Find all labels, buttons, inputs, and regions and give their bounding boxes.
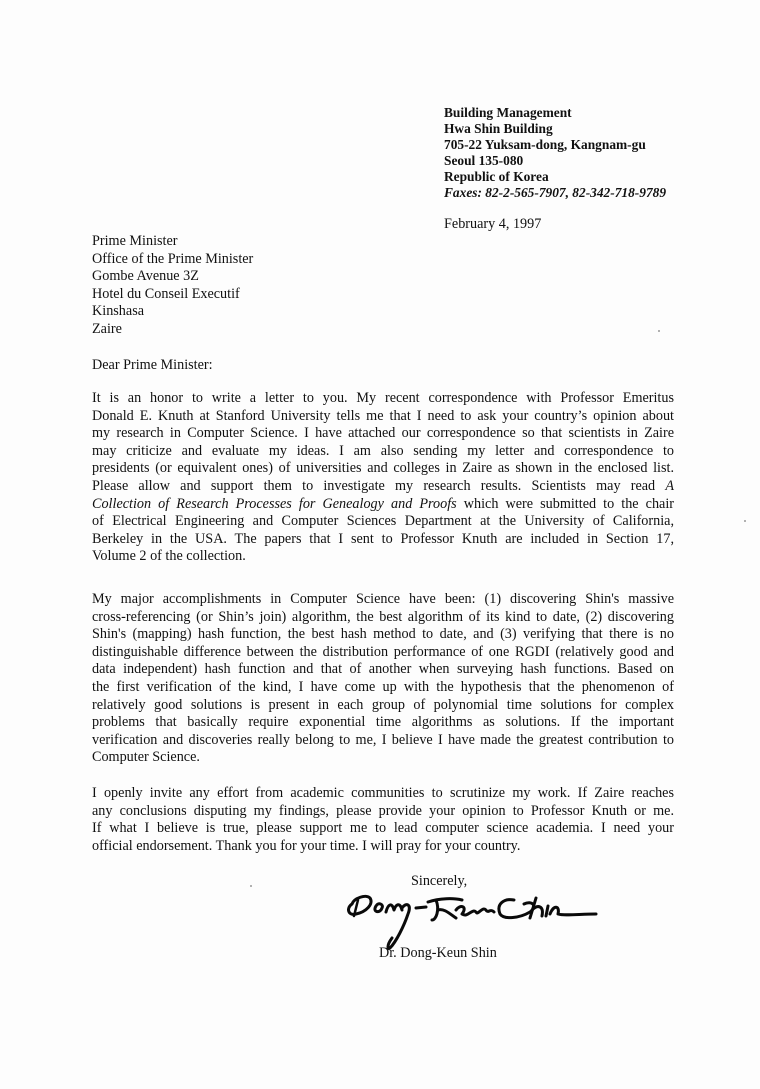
recipient-line: Gombe Avenue 3Z: [92, 268, 199, 285]
text-line: distinguishable difference between the distribution performance of one RGDI (relatively good and: [92, 643, 674, 660]
text-line: of Electrical Engineering and Computer Sciences Department at the University of California,: [92, 513, 674, 530]
text-line: presidents (or equivalent ones) of universities and colleges in Zaire as shown in the enclosed list.: [92, 460, 674, 477]
signature-icon: [344, 890, 604, 952]
body-paragraph-1: [92, 390, 674, 566]
book-title: Collection of Research Processes for Genealogy and Proofs: [92, 495, 457, 512]
text-line: my research in Computer Science. I have attached our correspondence so that scientists in Zaire: [92, 425, 674, 442]
recipient-line: Prime Minister: [92, 233, 178, 249]
text-line: Volume 2 of the collection.: [92, 548, 246, 565]
sender-line: Hwa Shin Building: [444, 121, 553, 136]
text-line: Donald E. Knuth at Stanford University tells me that I need to ask your country’s opinion about: [92, 407, 674, 424]
text-line: I openly invite any effort from academic communities to scrutinize my work. If Zaire reaches: [92, 785, 674, 801]
text-line: cross-referencing (or Shin’s join) algorithm, the best algorithm of its kind to date, (2) discovering: [92, 608, 674, 625]
letter-date: February 4, 1997: [444, 216, 542, 232]
recipient-line: Office of the Prime Minister: [92, 250, 254, 267]
text-line: It is an honor to write a letter to you. My recent correspondence with Professor Emeritus: [92, 390, 674, 406]
text-line: problems that basically require exponential time algorithms as solutions. If the important: [92, 714, 674, 731]
recipient-line: Zaire: [92, 320, 122, 337]
sender-line: Republic of Korea: [444, 169, 549, 184]
text-line: the first verification of the kind, I have come up with the hypothesis that the phenomenon of: [92, 678, 674, 695]
text-line: [92, 496, 674, 514]
closing: Sincerely,: [411, 873, 468, 889]
sender-line: Seoul 135-080: [444, 153, 524, 168]
text-line: data independent) hash function and that of another when surveying hash functions. Based on: [92, 661, 674, 678]
body-paragraph-2: [92, 591, 674, 767]
recipient-address-block: [92, 233, 253, 339]
body-paragraph-3: [92, 785, 674, 855]
sender-line: 705-22 Yuksam-dong, Kangnam-gu: [444, 137, 646, 152]
text-line: [92, 478, 674, 496]
text-line: My major accomplishments in Computer Science have been: (1) discovering Shin's massive: [92, 591, 674, 607]
sender-faxes: Faxes: 82-2-565-7907, 82-342-718-9789: [444, 185, 667, 200]
scan-speck: [744, 520, 746, 522]
salutation: Dear Prime Minister:: [92, 357, 213, 373]
book-title-start: A: [665, 477, 675, 494]
sender-address-block: [444, 105, 666, 201]
recipient-line: Kinshasa: [92, 303, 145, 320]
text-line: verification and discoveries really belong to me, I believe I have made the greatest contribution to: [92, 731, 674, 748]
text-line: Shin's (mapping) hash function, the best hash method to date, and (3) verifying that there is no: [92, 626, 674, 643]
scan-speck: [658, 330, 660, 332]
text-segment: which were submitted to the chair: [456, 495, 675, 512]
text-line: Berkeley in the USA. The papers that I sent to Professor Knuth are included in Section 17,: [92, 530, 674, 547]
text-line: Computer Science.: [92, 749, 200, 766]
text-line: If what I believe is true, please support me to lead computer science academia. I need your: [92, 820, 674, 837]
sender-line: Building Management: [444, 105, 572, 120]
recipient-line: Hotel du Conseil Executif: [92, 285, 240, 302]
text-line: relatively good solutions is present in each group of polynomial time solutions for complex: [92, 696, 674, 713]
text-line: any conclusions disputing my findings, please provide your opinion to Professor Knuth or me.: [92, 802, 674, 819]
text-segment: Please allow and support them to investigate my research results. Scientists may read: [92, 477, 656, 494]
text-line: official endorsement. Thank you for your time. I will pray for your country.: [92, 837, 521, 854]
scan-speck: [250, 885, 252, 887]
signer-name: Dr. Dong-Keun Shin: [379, 945, 497, 961]
text-line: may criticize and evaluate my ideas. I am also sending my letter and correspondence to: [92, 442, 674, 459]
